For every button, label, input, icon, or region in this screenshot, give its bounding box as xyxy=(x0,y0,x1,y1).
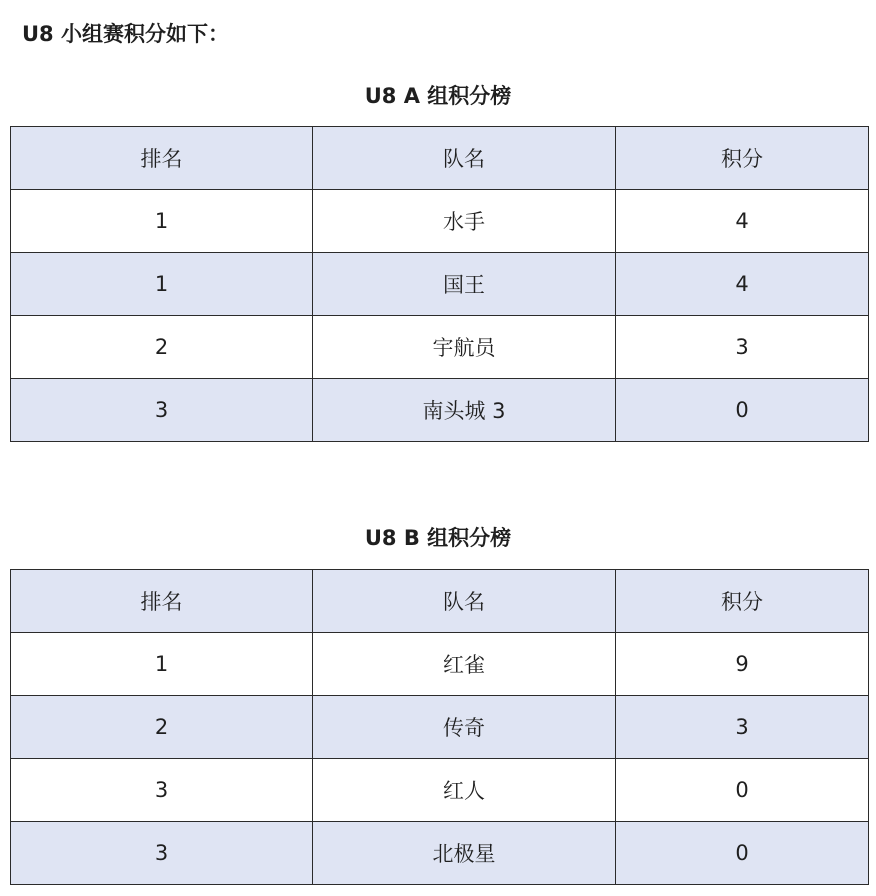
column-header-rank: 排名 xyxy=(11,127,313,190)
rank-cell: 1 xyxy=(11,253,313,316)
page-heading: U8 小组赛积分如下： xyxy=(22,22,229,46)
team-cell: 宇航员 xyxy=(313,316,616,379)
points-cell: 4 xyxy=(616,253,869,316)
group-a-title: U8 A 组积分榜 xyxy=(364,84,512,108)
table-row xyxy=(11,316,869,379)
points-cell: 9 xyxy=(616,633,869,696)
table-row xyxy=(11,633,869,696)
team-cell: 传奇 xyxy=(313,696,616,759)
rank-cell: 3 xyxy=(11,759,313,822)
points-cell: 3 xyxy=(616,696,869,759)
team-cell: 北极星 xyxy=(313,822,616,885)
group-a-standings-table xyxy=(10,126,869,442)
rank-cell: 2 xyxy=(11,316,313,379)
table-header-row xyxy=(11,570,869,633)
table-row xyxy=(11,379,869,442)
team-cell: 国王 xyxy=(313,253,616,316)
team-cell: 南头城 3 xyxy=(313,379,616,442)
points-cell: 0 xyxy=(616,822,869,885)
team-cell: 红人 xyxy=(313,759,616,822)
rank-cell: 3 xyxy=(11,379,313,442)
column-header-team: 队名 xyxy=(313,127,616,190)
group-b-title: U8 B 组积分榜 xyxy=(364,526,512,550)
table-row xyxy=(11,696,869,759)
table-header-row xyxy=(11,127,869,190)
rank-cell: 3 xyxy=(11,822,313,885)
column-header-rank: 排名 xyxy=(11,570,313,633)
points-cell: 0 xyxy=(616,759,869,822)
table-row xyxy=(11,759,869,822)
rank-cell: 1 xyxy=(11,633,313,696)
column-header-team: 队名 xyxy=(313,570,616,633)
points-cell: 3 xyxy=(616,316,869,379)
rank-cell: 2 xyxy=(11,696,313,759)
column-header-points: 积分 xyxy=(616,570,869,633)
table-row xyxy=(11,190,869,253)
team-cell: 红雀 xyxy=(313,633,616,696)
table-row xyxy=(11,253,869,316)
points-cell: 0 xyxy=(616,379,869,442)
column-header-points: 积分 xyxy=(616,127,869,190)
group-b-standings-table xyxy=(10,569,869,885)
table-row xyxy=(11,822,869,885)
rank-cell: 1 xyxy=(11,190,313,253)
team-cell: 水手 xyxy=(313,190,616,253)
points-cell: 4 xyxy=(616,190,869,253)
